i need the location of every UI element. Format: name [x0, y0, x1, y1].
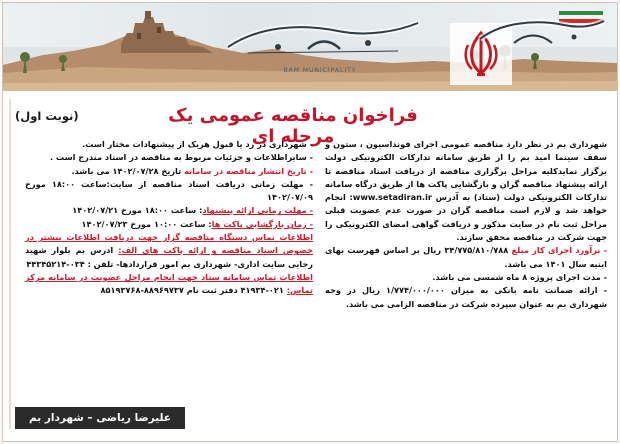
contact-b-item [25, 271, 313, 298]
opening-item [25, 218, 313, 231]
duration-item: - مدت اجرای پروژه ۸ ماه شمسی می باشد. [432, 271, 607, 282]
right-column [325, 138, 607, 430]
round-label: (نوبت اول) [15, 109, 79, 123]
intro-continued: : انجام خواهد شد و لازم است مناقصه گران در صورت عدم عضویت قبلی مراحل ثبت نام در سایت مذکور و دریافت گواهی امضای الکترونیکی را جهت شرکت در مناقصه محقق سازند. [325, 192, 607, 243]
guarantee-item [325, 284, 607, 311]
estimate-value: ۳۴/۷۷۵/۸۱۰/۷۸۸ [444, 245, 509, 256]
opening-label: - زمان بازگشایی پاکت ها [211, 218, 313, 229]
publish-label: - تاریخ انتشار مناقصه در سامانه [184, 165, 313, 176]
banner [3, 3, 617, 91]
contact-b-phone: ۸۸۹۶۹۷۳۷-۸۵۱۹۳۷۶۸ [100, 285, 184, 296]
contact-b-rest: ۰۲۱-۴۱۹۳۴ دفتر ثبت نام [186, 285, 284, 296]
contact-a-rest: ادرس بم بلوار شهید رجایی سایت اداری- شهرداری بم امور قراردادها- تلفن : [25, 245, 313, 269]
publish-rest: تاریخ ۱۴۰۲/۰۷/۲۸ می باشد. [71, 165, 182, 176]
publish-item [25, 165, 313, 178]
contact-a-label: اطلاعات تماس دستگاه مناقصه گزار جهت دریافت اطلاعات بیشتر در خصوص اسناد مناقصه و ارائه پاکت های الف: [25, 232, 313, 256]
estimate-label: - برآورد اجرای کار مبلغ [511, 245, 607, 256]
proposal-rest: : ساعت ۱۸:۰۰ مورخ ۱۴۰۲/۰۷/۲۱ [72, 205, 203, 216]
contact-b-label: اطلاعات تماس سامانه ستاد جهت انجام مراحل عضویت در سامانه مرکز تماس: [25, 271, 313, 296]
intro-paragraph [325, 138, 607, 244]
contact-a-item [25, 231, 313, 271]
setad-address-link[interactable]: www.setadiran.ir [352, 192, 432, 203]
guarantee-value: ۱/۷۷۴/۰۰۰/۰۰۰ [385, 285, 445, 296]
municipality-script-logo [474, 13, 609, 51]
proposal-label: - مهلت زمانی ارائه پیشنهاد [202, 205, 313, 216]
banner-subtitle: BAM MUNICIPALITY [283, 67, 357, 74]
rights-item: - شهرداری در رد یا قبول هریک از پیشنهادات مختار است. [82, 139, 313, 149]
notice-title: فراخوان مناقصه عمومی یک مرحله ای [168, 105, 418, 147]
guarantee-rest: ریال در وجه شهرداری بم به عنوان سپرده شرکت در مناقصه الزامی می باشد. [325, 285, 607, 309]
notice-body [3, 91, 617, 441]
intro-text: شهرداری بم در نظر دارد مناقصه عمومی اجرای فونداسیون ، ستون و سقف سینما امید بم را از طریق سامانه تدارکات الکترونیکی دولت برگزار نمایدکلیه مراحل برگزاری مناقصه از دریافت اسناد مناقصه تا ارائه پیشنهاد مناقصه گران و بازگشایی پاکت ها از طریق درگاه سامانه تدارکات الکترونیکی دولت (ستاد) به آدرس [325, 139, 607, 203]
divider [9, 99, 11, 429]
estimate-item [325, 244, 607, 271]
opening-rest: : ساعت ۱۰:۰۰ مورخ ۱۴۰۲/۰۷/۲۳ [81, 218, 212, 229]
proposal-item [25, 204, 313, 217]
bam-municipality-logo [218, 17, 428, 61]
other-info-item: - سایراطلاعات و جزئیات مربوط به مناقصه در اسناد مندرج است . [49, 152, 313, 163]
guarantee-label: - ارائه ضمانت نامه بانکی به میزان [450, 285, 607, 296]
estimate-rest: ریال بر اساس فهرست بهای ابنیه سال ۱۴۰۱ می باشد. [325, 245, 607, 269]
signature-box: علیرضا ریاضی – شهردار بم [15, 407, 185, 429]
left-column [25, 138, 313, 388]
notice-frame [2, 2, 618, 442]
contact-a-phone: ۰۳۴-۴۴۳۴۵۲۱۴ [26, 258, 85, 269]
doc-deadline-item: - مهلت زمانی دریافت اسناد مناقصه از سایت:ساعت ۱۸:۰۰ مورخ ۱۴۰۲/۰۷/۰۹ [25, 178, 313, 203]
